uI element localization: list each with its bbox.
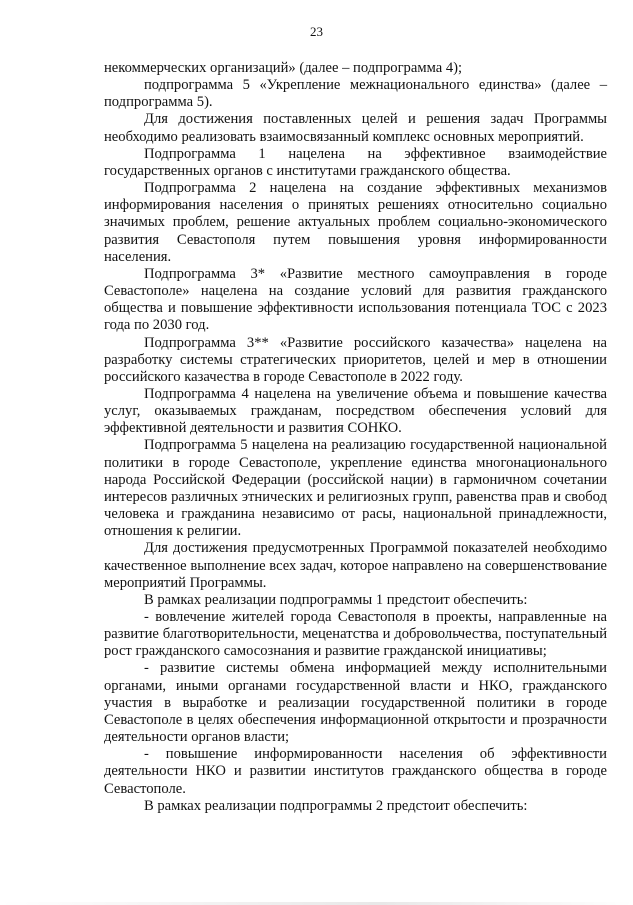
paragraph-subprogram-5: Подпрограмма 5 нацелена на реализацию государственной национальной политики в городе Севастополе, укрепление единства многонационального народа Российской Федерации (российской нации) в гармоничном сочетании интересов различных этнических и религиозных групп, равенства прав и свобод человека и гражданина независимо от расы, национальной принадлежности, отношения к религии. <box>104 437 607 540</box>
paragraph-indicators: Для достижения предусмотренных Программой показателей необходимо качественное выполнение всех задач, которое направлено на совершенствование мероприятий Программы. <box>104 540 607 591</box>
list-item-engagement: - вовлечение жителей города Севастополя в проекты, направленные на развитие благотворительности, меценатства и добровольчества, поступательный рост гражданского самосознания и развитие гражданской инициативы; <box>104 609 607 660</box>
paragraph-subprogram-4: Подпрограмма 4 нацелена на увеличение объема и повышение качества услуг, оказываемых гражданам, посредством обеспечения условий для эффективной деятельности и развития СОНКО. <box>104 385 607 437</box>
paragraph-subprogram-2-tasks-intro: В рамках реализации подпрограммы 2 предстоит обеспечить: <box>144 797 528 814</box>
paragraph-subprogram-3-star: Подпрограмма 3* «Развитие местного самоуправления в городе Севастополе» нацелена на создание условий для развития гражданского общества и повышение эффективности использования потенциала ТОС с 2023 года по 2030 год. <box>104 265 607 334</box>
paragraph-goals: Для достижения поставленных целей и решения задач Программы необходимо реализовать взаимосвязанный комплекс основных мероприятий. <box>104 111 607 145</box>
list-item-awareness: - повышение информированности населения об эффективности деятельности НКО и развитии институтов гражданского общества в городе Севастополе. <box>104 746 607 797</box>
paragraph-subprogram-5-definition: подпрограмма 5 «Укрепление межнационального единства» (далее – подпрограмма 5). <box>104 77 607 111</box>
paragraph-subprogram-1-tasks-intro: В рамках реализации подпрограммы 1 предстоит обеспечить: <box>144 591 528 608</box>
document-body <box>104 60 607 815</box>
paragraph-continuation: некоммерческих организаций» (далее – подпрограмма 4); <box>104 60 463 76</box>
paragraph-subprogram-3-double-star: Подпрограмма 3** «Развитие российского казачества» нацелена на разработку системы стратегических приоритетов, целей и мер в отношении российского казачества в городе Севастополе в 2022 году. <box>104 334 607 385</box>
page-number: 23 <box>310 24 323 39</box>
paragraph-subprogram-1: Подпрограмма 1 нацелена на эффективное взаимодействие государственных органов с институтами гражданского общества. <box>104 145 607 179</box>
paragraph-subprogram-2: Подпрограмма 2 нацелена на создание эффективных механизмов информирования населения о принятых решениях относительно социально значимых проблем, решение актуальных проблем социально-экономического развития Севастополя путем повышения уровня информированности населения. <box>104 180 607 265</box>
list-item-information-exchange: - развитие системы обмена информацией между исполнительными органами, иными органами государственной власти и НКО, гражданского участия в выработке и реализации государственной политики в городе Севастополе в целях обеспечения информационной открытости и прозрачности деятельности органов власти; <box>104 660 607 746</box>
